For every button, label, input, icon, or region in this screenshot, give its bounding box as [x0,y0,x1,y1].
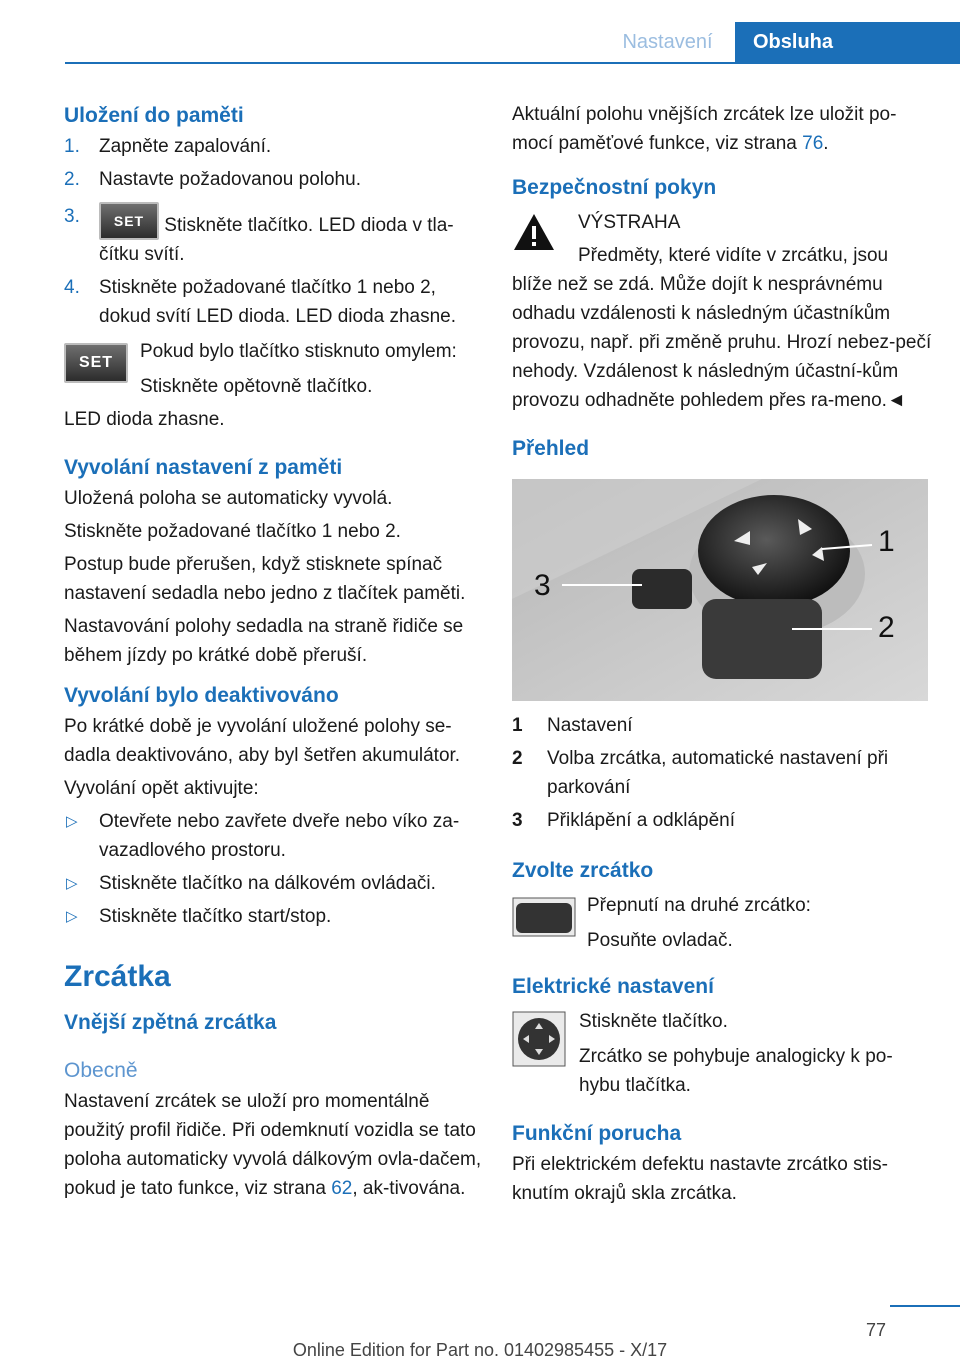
legend-item-3: 3 Přiklápění a odklápění [512,810,736,831]
left-column: Uložení do paměti 1. Zapněte zapalování. 2. Nastavte požadovanou polohu. 3. SET Stiskněte tlačítko. LED dioda v tla-čítku svítí. 4. Stiskněte požadované tlačítko 1 nebo 2, dokud svítí LED dioda. LED dioda zhasne. SET Pokud bylo tlačítko stisknuto omylem: Stiskněte opětovně tlačítko. LED dioda zhasne. Vyvolání nastavení z paměti Uložená poloha se automaticky vyvolá. Stiskněte požadované tlačítko 1 nebo 2. Postup bude přerušen, když stisknete spínač nastavení sedadla nebo jedno z tlačítek paměti. Nastavování polohy sedadla na straně řidiče se během jízdy po krátké době přeruší. Vyvolání bylo deaktivováno Po krátké době je vyvolání uložené polohy se-dadla deaktivováno, aby byl šetřen akumulátor. Vyvolání opět aktivujte: ▷ Otevřete nebo zavřete dveře nebo víko za-vazadlového prostoru. ▷ Stiskněte tlačítko na dálkovém ovládači. ▷ Stiskněte tlačítko start/stop. Zrcátka Vnější zpětná zrcátka Obecně Nastavení zrcátek se uloží pro momentálně použitý profil řidiče. Při odemknutí vozidla se tato poloha automaticky vyvolá dálkovým ovla-dačem, pokud je tato funkce, viz strana 62, ak-tivována. [64,100,484,1207]
tab-operation[interactable]: Obsluha [735,22,960,62]
general-heading: Obecně [64,1059,138,1082]
deactivated-heading: Vyvolání bylo deaktivováno [64,684,339,707]
step-1: 1. Zapněte zapalování. [64,136,272,157]
step-3: 3. SET Stiskněte tlačítko. LED dioda v tla-čítku svítí. [64,202,484,269]
save-heading: Uložení do paměti [64,104,244,127]
edition-note: Online Edition for Part no. 01402985455 - X/17 [292,1340,668,1360]
fault-text: Při elektrickém defektu nastavte zrcátko stis-knutím okrajů skla zrcátka. [512,1154,888,1204]
step-2: 2. Nastavte požadovanou polohu. [64,169,361,190]
bullet-2: ▷ Stiskněte tlačítko na dálkovém ovládači. [66,873,436,894]
mistake-note: SET Pokud bylo tlačítko stisknuto omylem: Stiskněte opětovně tlačítko. [64,337,484,401]
tab-settings[interactable]: Nastavení [622,31,713,53]
warning-block [512,208,932,237]
page-ref-62[interactable]: 62 [331,1178,353,1199]
bullet-3: ▷ Stiskněte tlačítko start/stop. [66,906,332,927]
recall-heading: Vyvolání nastavení z paměti [64,456,343,479]
mirror-selector-icon [512,897,576,937]
outer-mirrors-heading: Vnější zpětná zrcátka [64,1011,277,1034]
figure-label-3: 3 [534,569,551,602]
figure-label-2: 2 [878,611,895,644]
page-ref-76[interactable]: 76 [802,133,824,154]
figure-label-1: 1 [878,525,895,558]
legend-item-1: 1 Nastavení [512,715,633,736]
warning-title: VÝSTRAHA [578,212,681,233]
set-button-small: SET [99,202,159,240]
mirrors-heading: Zrcátka [64,960,171,993]
safety-heading: Bezpečnostní pokyn [512,176,717,199]
mirror-control-figure [512,479,928,701]
right-column [512,100,932,1212]
warning-icon [512,212,556,252]
page-header [65,22,960,64]
select-mirror-heading: Zvolte zrcátko [512,859,654,882]
general-text: Nastavení zrcátek se uloží pro momentálně použitý profil řidiče. Při odemknutí vozidla se tato poloha automaticky vyvolá dálkovým ovla-dačem, pokud je tato funkce, viz strana 62, ak-tivována. [64,1091,482,1199]
bullet-1: ▷ Otevřete nebo zavřete dveře nebo víko za-vazadlového prostoru. [66,811,460,861]
set-button-large: SET [64,343,128,383]
overview-heading: Přehled [512,437,590,460]
step-4: 4. Stiskněte požadované tlačítko 1 nebo 2, dokud svítí LED dioda. LED dioda zhasne. [64,277,457,327]
warning-text: Předměty, které vidíte v zrcátku, jsou blíže než se zdá. Může dojít k nesprávnému odhadu vzdálenosti k následným účastníkům provozu, např. při změně pruhu. Hrozí nebez-pečí nehody. Vzdálenost k následným účastní-kům provozu odhadněte pohledem přes ra-meno.◄ [512,245,932,411]
page-number: 77 [865,1320,886,1340]
figure-legend [512,711,932,835]
electric-heading: Elektrické nastavení [512,975,714,998]
led-off: LED dioda zhasne. [64,409,225,430]
legend-item-2: 2 Volba zrcátka, automatické nastavení při parkování [512,748,889,798]
select-mirror-block: Přepnutí na druhé zrcátko: Posuňte ovladač. [512,891,932,955]
intro-text: Aktuální polohu vnějších zrcátek lze uložit po-mocí paměťové funkce, viz strana 76. [512,104,897,154]
electric-block: Stiskněte tlačítko. Zrcátko se pohybuje analogicky k po-hybu tlačítka. [512,1007,932,1100]
footer-rule [890,1305,960,1307]
mirror-joystick-icon [512,1011,566,1067]
fault-heading: Funkční porucha [512,1122,682,1145]
